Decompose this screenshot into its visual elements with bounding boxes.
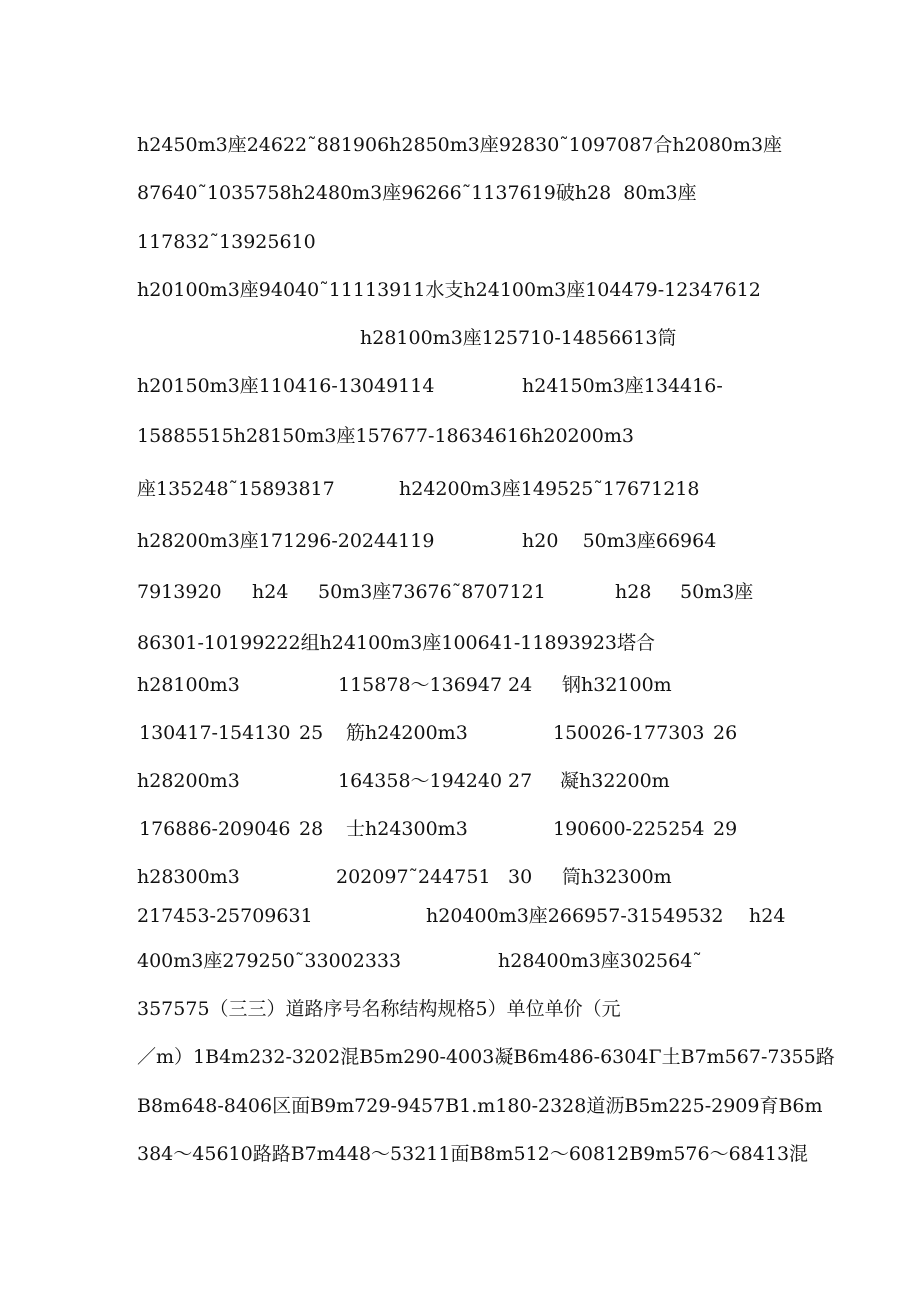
text-line: 50m3座73676˜8707121 [318,581,546,603]
text-line: 117832˜13925610 [137,231,316,253]
text-line: 50m3座 [680,581,754,603]
text-line: 115878～136947 [338,674,503,696]
text-line: 筒h32300m [562,866,672,888]
text-line: 座135248˜15893817 [137,478,335,500]
text-line: h28100m3座125710-14856613筒 [360,327,677,349]
text-line: 15885515h28150m3座157677-18634616h20200m3 [137,425,634,447]
text-line: 26 [713,722,738,744]
text-line: h28400m3座302564˜ [498,950,702,972]
text-line: 凝h32200m [560,770,670,792]
text-line: 190600-225254 [553,818,705,840]
text-line: 130417-154130 [139,722,291,744]
text-line: 217453-25709631 [137,905,313,927]
text-line: 86301-10199222组h24100m3座100641-11893923塔合 [137,632,656,654]
text-line: 176886-209046 [139,818,291,840]
text-line: h28100m3 [137,674,240,696]
text-line: 400m3座279250˜33002333 [137,950,402,972]
text-line: 87640˜1035758h2480m3座96266˜1137619破h28 80m3座 [137,182,697,204]
text-line: 27 [508,770,533,792]
text-line: h20150m3座110416-13049114 [137,375,435,397]
text-line: 筋h24200m3 [346,722,468,744]
text-line: 士h24300m3 [346,818,468,840]
text-line: h20400m3座266957-31549532 [426,905,724,927]
text-line: 7913920 [137,581,222,603]
text-line: 24 [508,674,533,696]
text-line: h28300m3 [137,866,240,888]
text-line: 357575（三三）道路序号名称结构规格5）单位单价（元 [137,998,621,1020]
text-line: h24150m3座134416- [522,375,723,397]
text-line: 202097˜244751 [336,866,491,888]
text-line: h28 [615,581,652,603]
text-line: 28 [299,818,324,840]
text-line: 29 [713,818,738,840]
text-line: h28200m3 [137,770,240,792]
text-line: h20 50m3座66964 [522,530,717,552]
text-line: 384～45610路路B7m448～53211面B8m512～60812B9m576～68413混 [137,1143,809,1165]
text-line: h24 [749,905,786,927]
text-line: h20100m3座94040˜11113911水支h24100m3座104479-12347612 [137,279,761,301]
text-line: 30 [508,866,533,888]
text-line: h24 [252,581,289,603]
text-line: ／m）1B4m232-3202混B5m290-4003凝B6m486-6304Γ土B7m567-7355路 [137,1046,835,1068]
text-line: B8m648-8406区面B9m729-9457B1.m180-2328道沥B5m225-2909育B6m [137,1095,823,1117]
text-line: h2450m3座24622˜881906h2850m3座92830˜1097087合h2080m3座 [137,134,783,156]
text-line: 164358～194240 [338,770,503,792]
text-line: 25 [299,722,324,744]
text-line: 150026-177303 [553,722,705,744]
text-line: 钢h32100m [562,674,672,696]
text-line: h28200m3座171296-20244119 [137,530,435,552]
text-line: h24200m3座149525˜17671218 [399,478,700,500]
